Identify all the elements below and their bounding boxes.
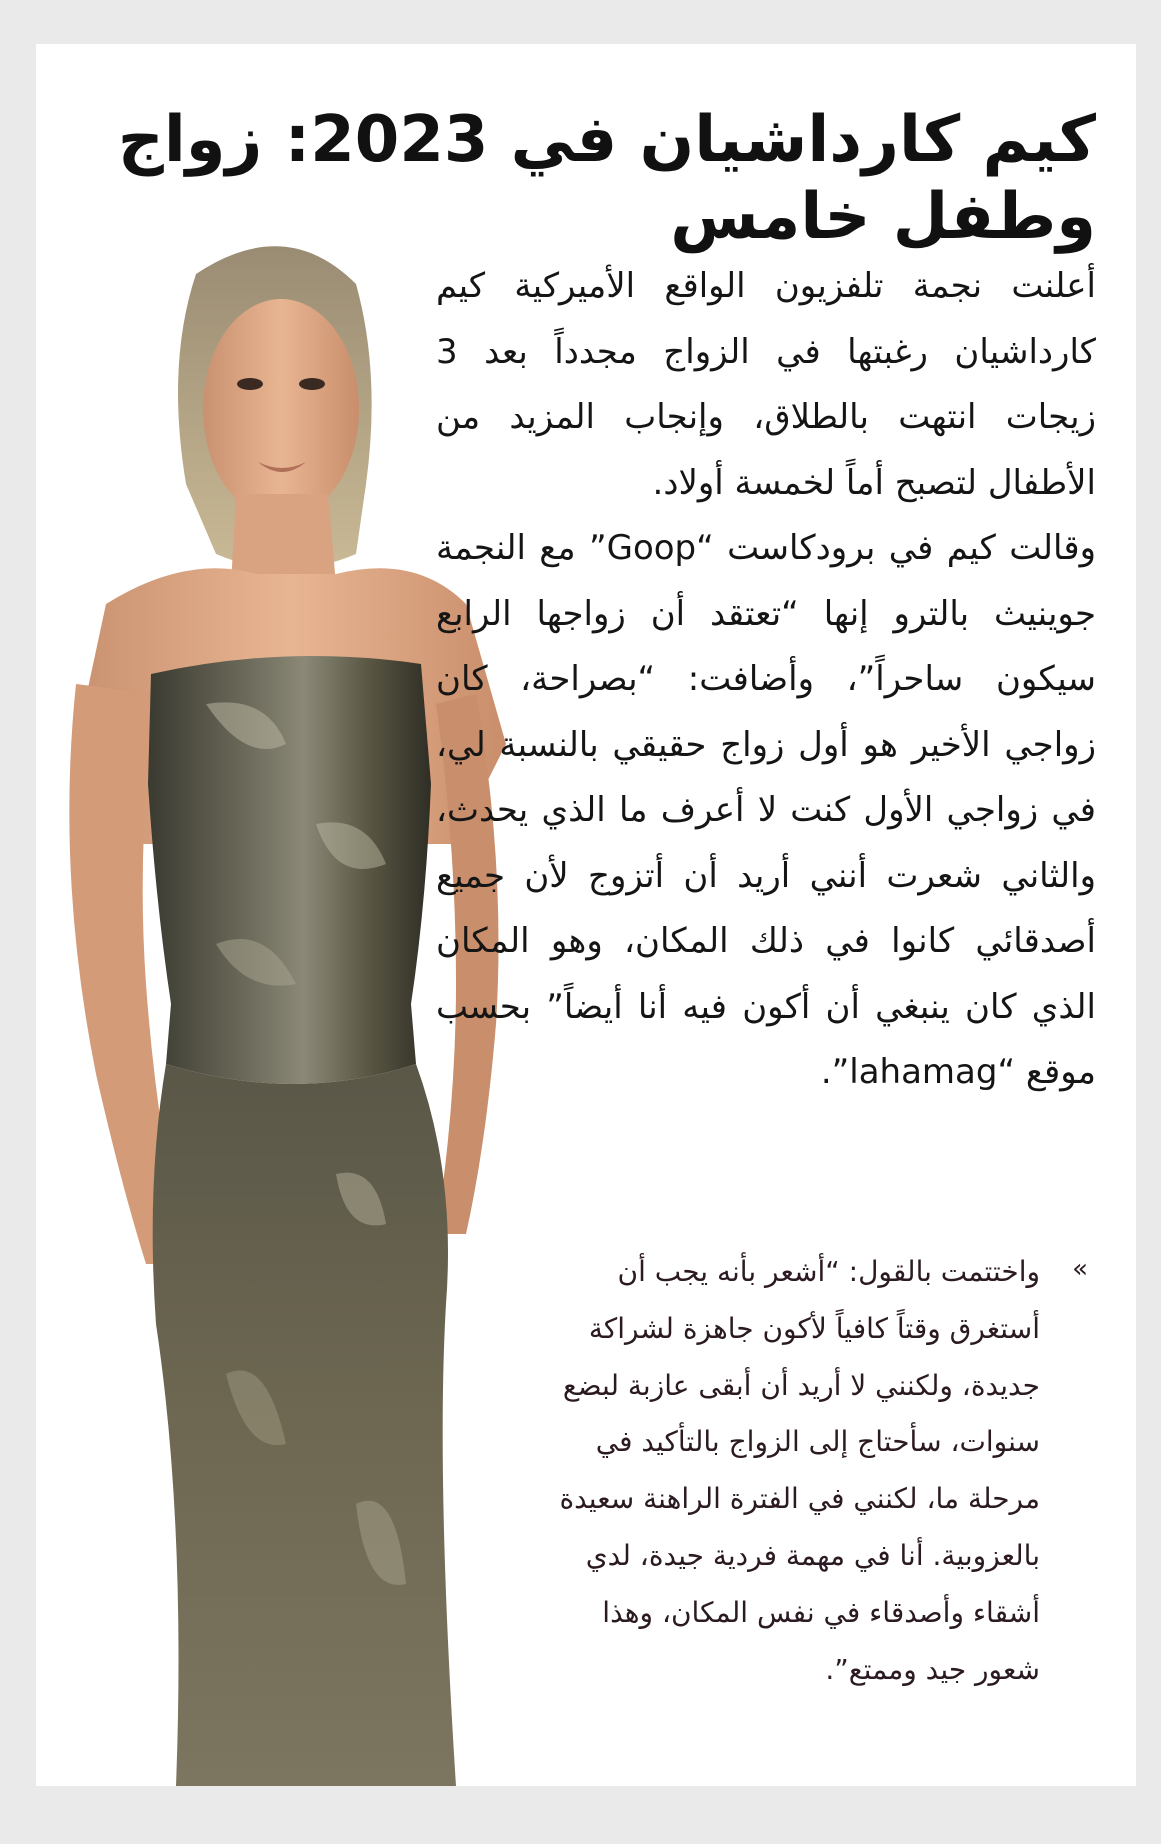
article-headline: كيم كارداشيان في 2023: زواج وطفل خامس [117, 103, 1096, 254]
article-paragraph-intro: أعلنت نجمة تلفزيون الواقع الأميركية كيم كارداشيان رغبتها في الزواج مجدداً بعد 3 زيجات انتهت بالطلاق، وإنجاب المزيد من الأطفال لتصبح أماً لخمسة أولاد. [436, 266, 1096, 503]
closing-quote: واختتمت بالقول: “أشعر بأنه يجب أن أستغرق وقتاً كافياً لأكون جاهزة لشراكة جديدة، ولكنني لا أريد أن أبقى عازبة لبضع سنوات، سأحتاج إلى الزواج بالتأكيد في مرحلة ما، لكنني في الفترة الراهنة سعيدة بالعزوبية. أنا في مهمة فردية جيدة، لدي أشقاء وأصدقاء في نفس المكان، وهذا شعور جيد وممتع”. [559, 1255, 1040, 1686]
article-page [36, 44, 1136, 1786]
article-paragraph-podcast: وقالت كيم في برودكاست “Goop” مع النجمة جوينيث بالترو إنها “تعتقد أن زواجها الرابع سيكون ساحراً”، وأضافت: “بصراحة، كان زواجي الأخير هو أول زواج حقيقي بالنسبة لي، في زواجي الأول كنت لا أعرف ما الذي يحدث، والثاني شعرت أنني أريد أن أتزوج لأن جميع أصدقائي كانوا في ذلك المكان، وهو المكان الذي كان ينبغي أن أكون فيه أنا أيضاً” بحسب موقع “lahamag”. [436, 528, 1096, 1092]
quote-marker-icon: » [1072, 1254, 1088, 1284]
article-body [436, 254, 1096, 1106]
